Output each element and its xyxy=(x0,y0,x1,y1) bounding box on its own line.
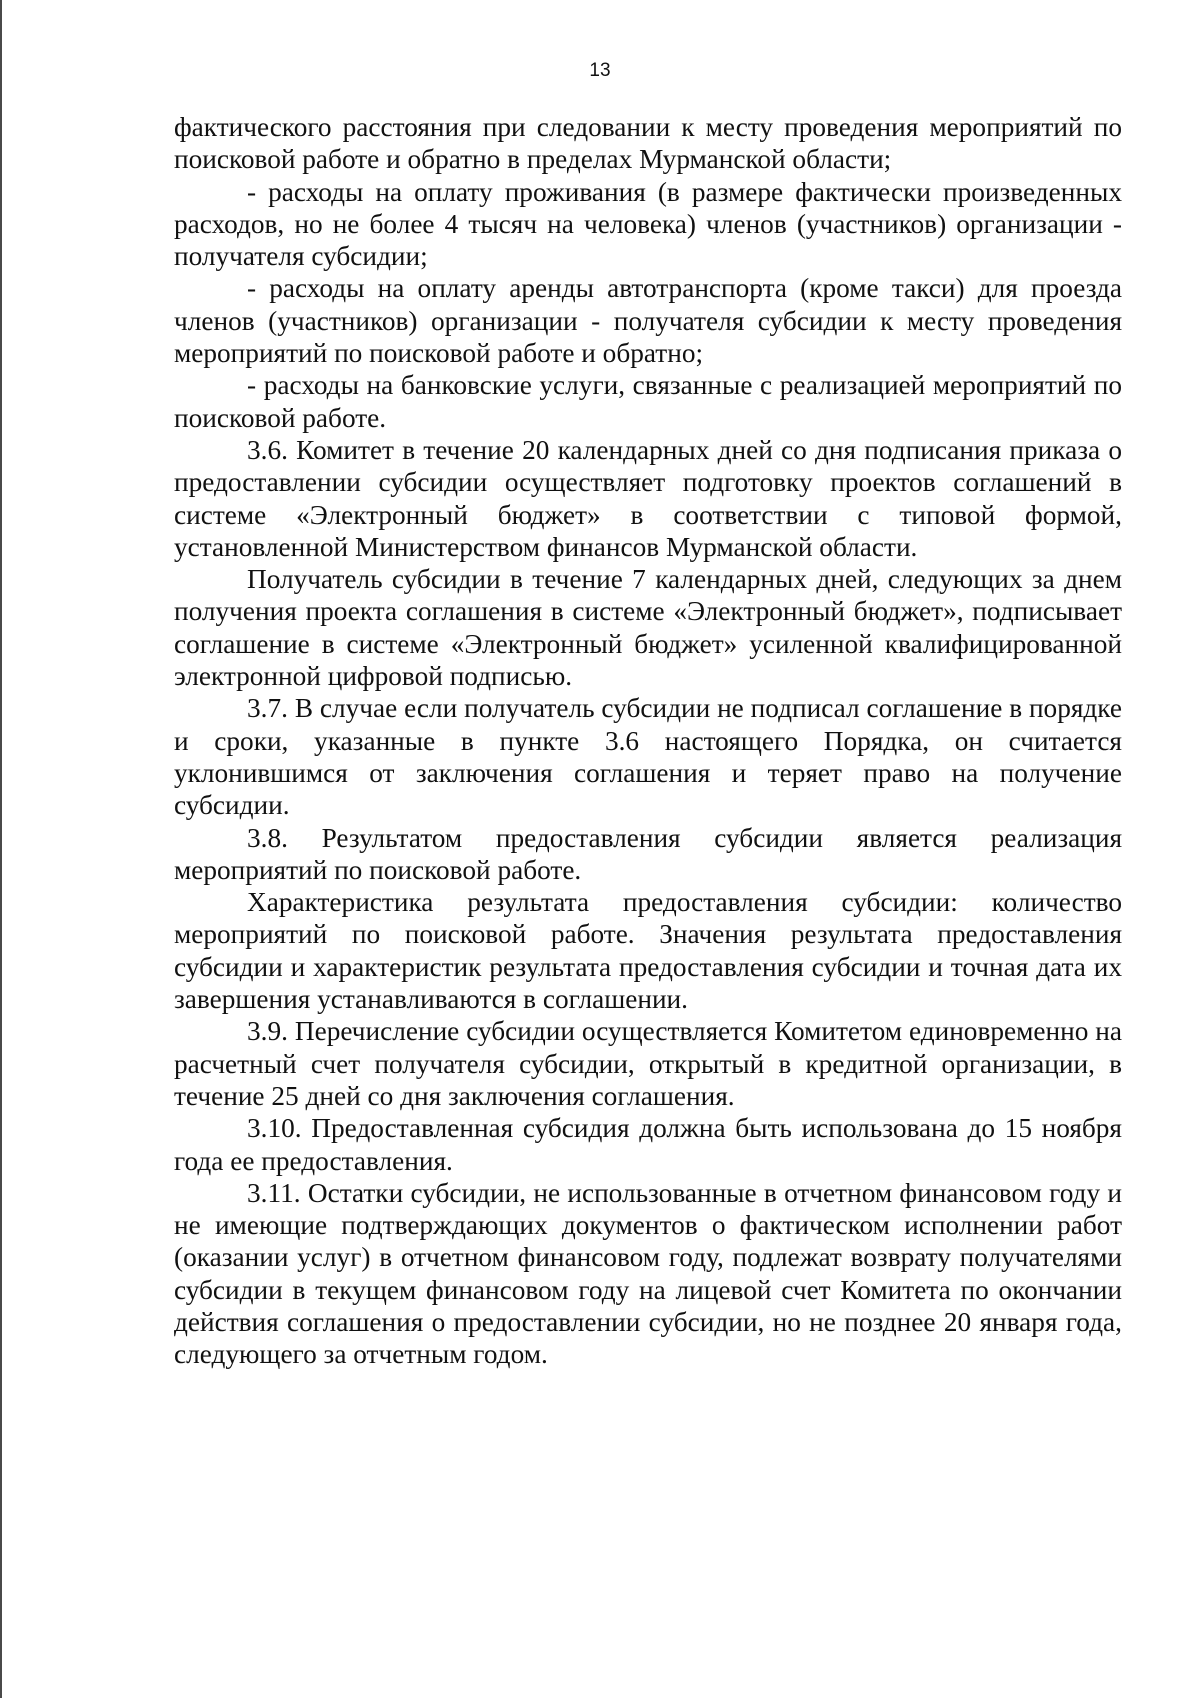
scan-edge-line xyxy=(0,0,2,1698)
paragraph-clause-3-10: 3.10. Предоставленная субсидия должна быть использована до 15 ноября года ее предоставления. xyxy=(174,1113,1122,1176)
document-body xyxy=(174,111,1122,1371)
paragraph-vehicle-rental-expenses: - расходы на оплату аренды автотранспорта (кроме такси) для проезда членов (участников) организации - получателя субсидии к месту проведения мероприятий по поисковой работе и обратно; xyxy=(174,273,1122,369)
paragraph-result-characteristic: Характеристика результата предоставления субсидии: количество мероприятий по поисковой работе. Значения результата предоставления субсидии и характеристик результата предоставления субсидии и точная дата их завершения устанавливаются в соглашении. xyxy=(174,887,1122,1015)
paragraph-travel-distance: фактического расстояния при следовании к месту проведения мероприятий по поисковой работе и обратно в пределах Мурманской области; xyxy=(174,112,1122,175)
paragraph-clause-3-11: 3.11. Остатки субсидии, не использованные в отчетном финансовом году и не имеющие подтверждающих документов о фактическом исполнении работ (оказании услуг) в отчетном финансовом году, подлежат возврату получателями субсидии в текущем финансовом году на лицевой счет Комитета по окончании действия соглашения о предоставлении субсидии, но не позднее 20 января года, следующего за отчетным годом. xyxy=(174,1177,1122,1370)
paragraph-clause-3-7: 3.7. В случае если получатель субсидии не подписал соглашение в порядке и сроки, указанные в пункте 3.6 настоящего Порядка, он считается уклонившимся от заключения соглашения и теряет право на получение субсидии. xyxy=(174,693,1122,821)
paragraph-clause-3-6: 3.6. Комитет в течение 20 календарных дней со дня подписания приказа о предоставлении субсидии осуществляет подготовку проектов соглашений в системе «Электронный бюджет» в соответствии с типовой формой, установленной Министерством финансов Мурманской области. xyxy=(174,434,1122,562)
paragraph-accommodation-expenses: - расходы на оплату проживания (в размере фактически произведенных расходов, но не более 4 тысяч на человека) членов (участников) организации - получателя субсидии; xyxy=(174,176,1122,272)
paragraph-clause-3-8: 3.8. Результатом предоставления субсидии является реализация мероприятий по поисковой работе. xyxy=(174,822,1122,885)
paragraph-clause-3-9: 3.9. Перечисление субсидии осуществляется Комитетом единовременно на расчетный счет получателя субсидии, открытый в кредитной организации, в течение 25 дней со дня заключения соглашения. xyxy=(174,1016,1122,1111)
paragraph-agreement-signing: Получатель субсидии в течение 7 календарных дней, следующих за днем получения проекта соглашения в системе «Электронный бюджет», подписывает соглашение в системе «Электронный бюджет» усиленной квалифицированной электронной цифровой подписью. xyxy=(174,564,1122,692)
paragraph-banking-expenses: - расходы на банковские услуги, связанные с реализацией мероприятий по поисковой работе. xyxy=(174,370,1122,433)
page-number: 13 xyxy=(589,60,611,81)
